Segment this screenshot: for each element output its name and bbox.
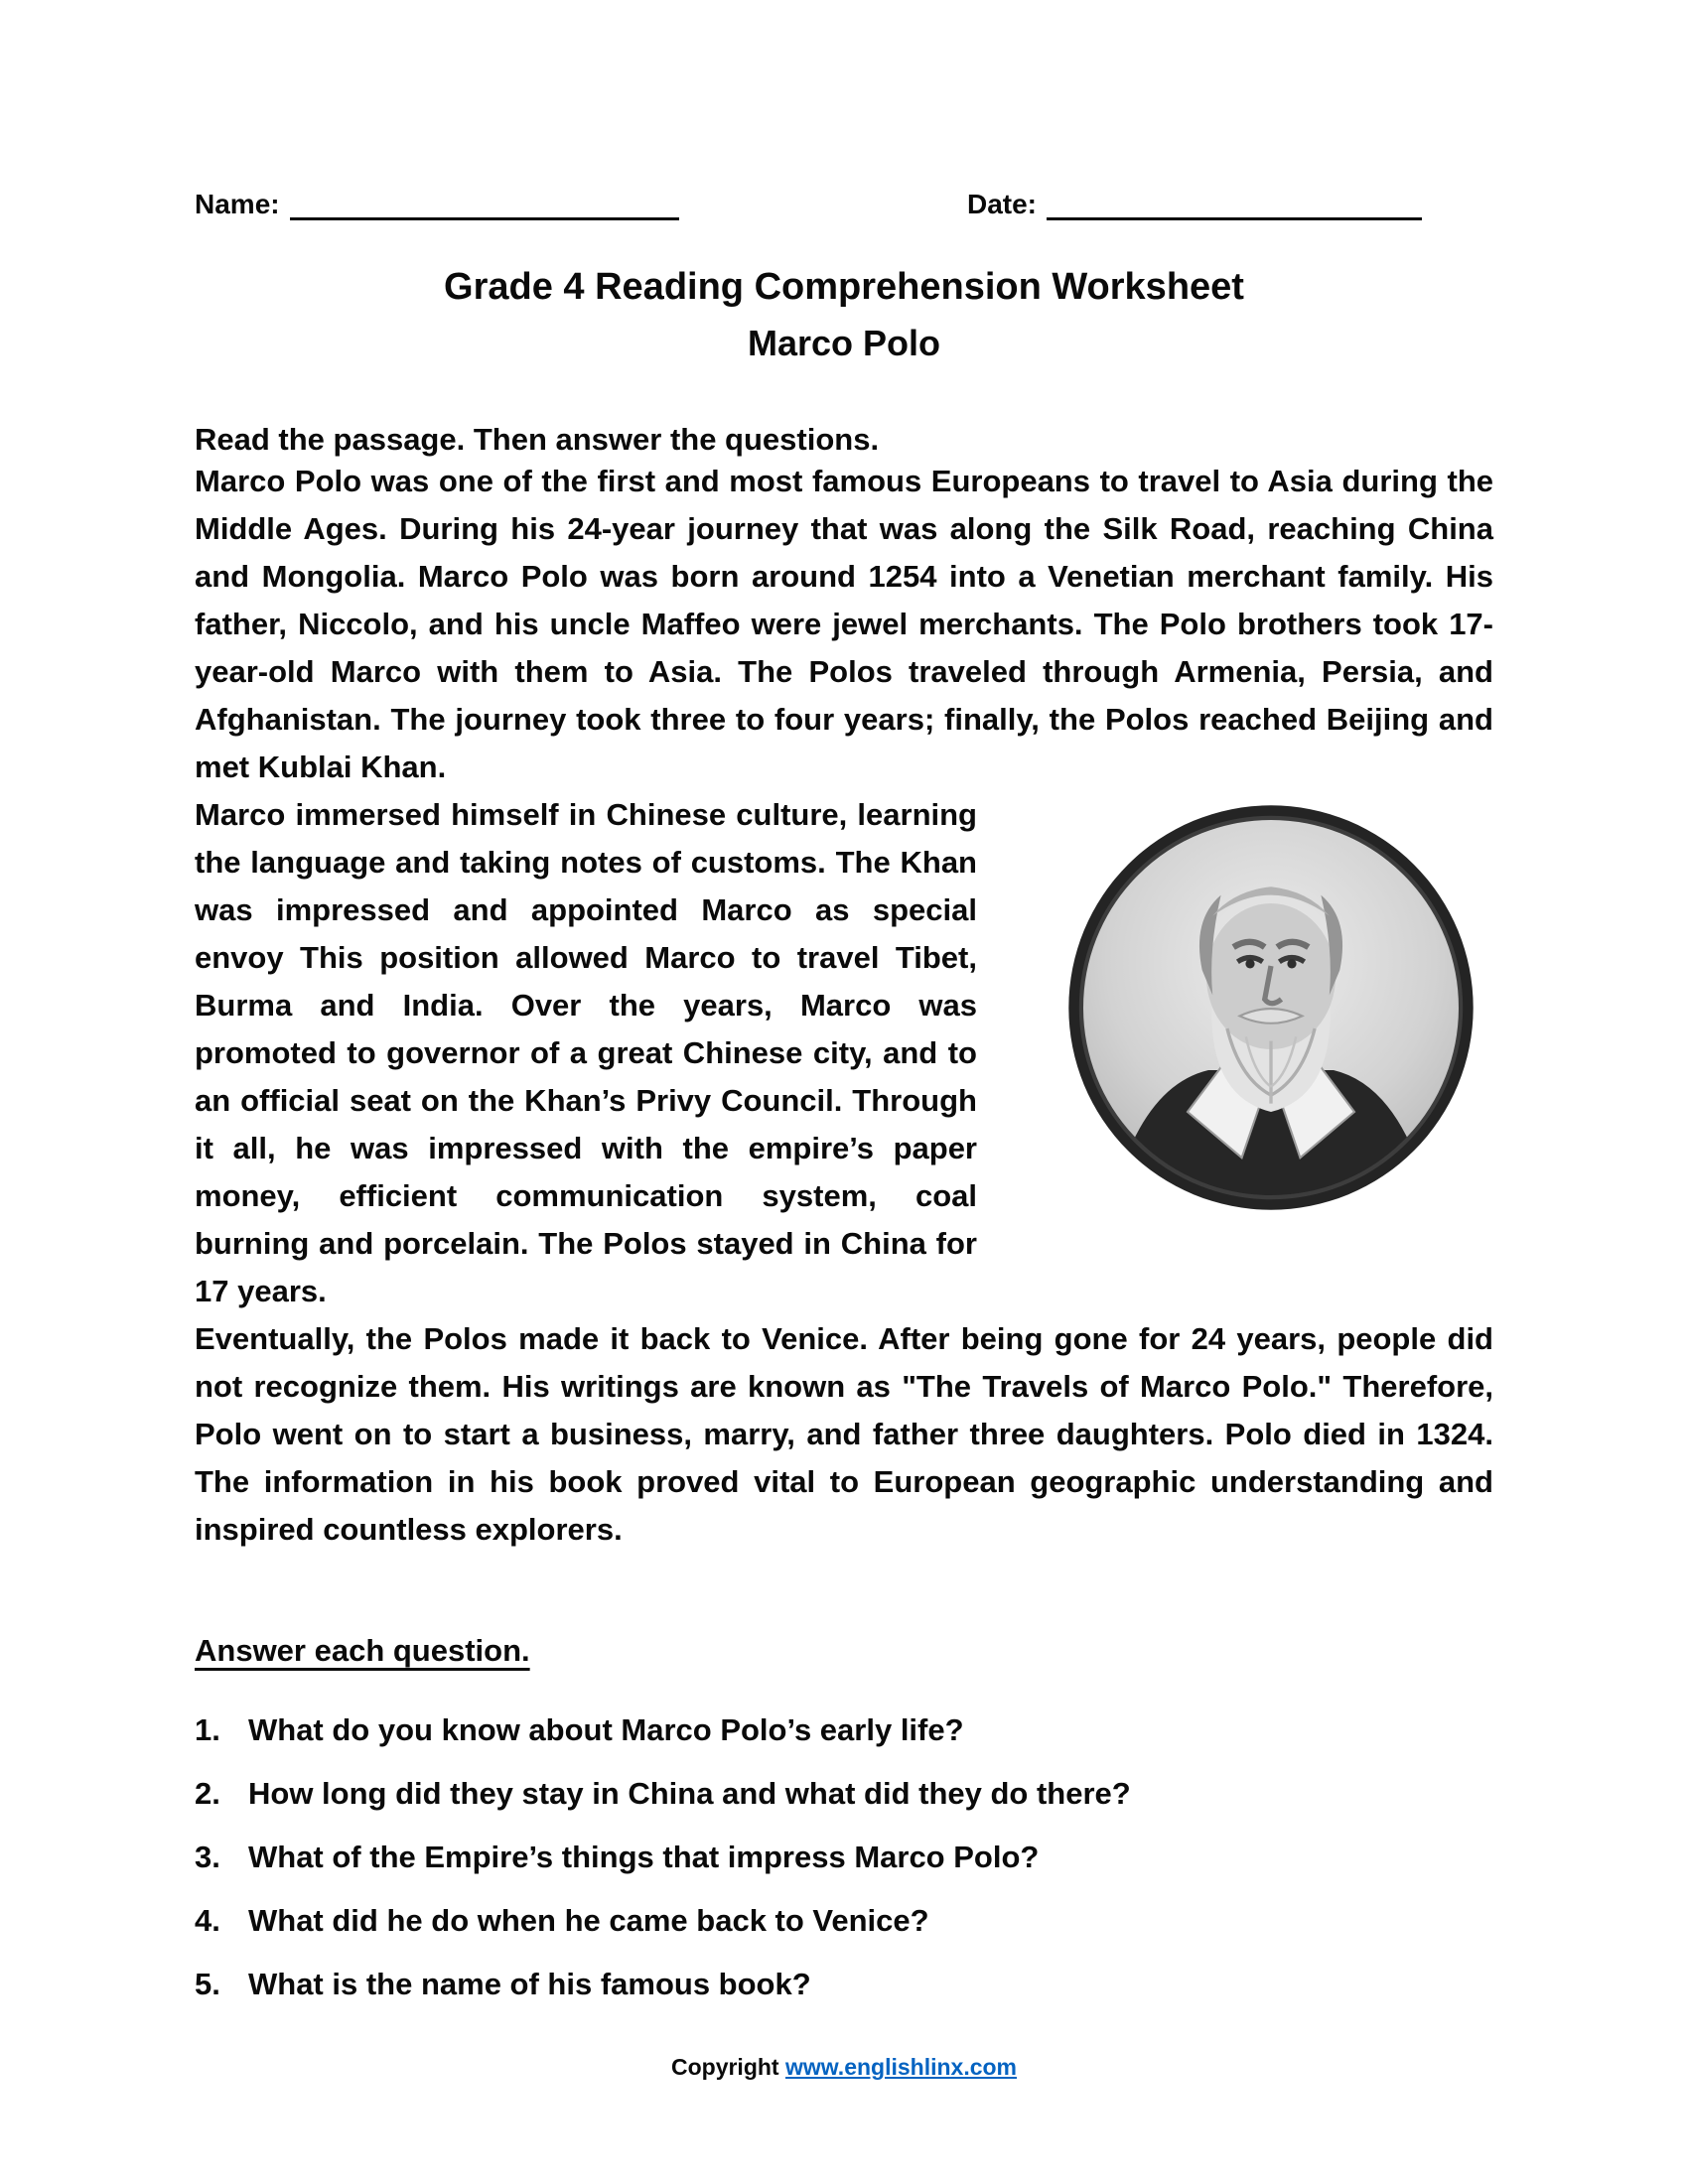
question-number: 3. [195, 1840, 220, 1874]
copyright-footer [195, 2054, 1493, 2081]
question-text: What do you know about Marco Polo’s early life? [248, 1712, 964, 1747]
question-text: How long did they stay in China and what did they do there? [248, 1776, 1131, 1811]
question-text: What of the Empire’s things that impress Marco Polo? [248, 1840, 1040, 1874]
question-text: What is the name of his famous book? [248, 1967, 811, 2001]
worksheet-subtitle: Marco Polo [747, 323, 941, 363]
copyright-link[interactable]: www.englishlinx.com [784, 2054, 1018, 2080]
date-blank-line [1047, 191, 1422, 220]
question-item [195, 1838, 1493, 1877]
date-field [967, 189, 1422, 220]
worksheet-title: Grade 4 Reading Comprehension Worksheet [444, 266, 1244, 308]
question-number: 4. [195, 1903, 220, 1938]
copyright-label: Copyright [670, 2054, 779, 2080]
name-blank-line [290, 191, 679, 220]
passage-paragraph-1: Marco Polo was one of the first and most famous Europeans to travel to Asia during the Middle Ages. During his 24-year journey that was along the Silk Road, reaching China and Mongolia. Marco Polo was born around 1254 into a Venetian merchant family. His father, Niccolo, and his uncle Maffeo were jewel merchants. The Polo brothers took 17-year-old Marco with them to Asia. The Polos traveled through Armenia, Persia, and Afghanistan. The journey took three to four years; finally, the Polos reached Beijing and met Kublai Khan. [195, 464, 1493, 784]
marco-polo-portrait-image [1062, 799, 1479, 1216]
question-text: What did he do when he came back to Venice? [248, 1903, 929, 1938]
name-label: Name: [195, 189, 280, 219]
question-item [195, 1710, 1493, 1750]
passage-paragraph-3: Eventually, the Polos made it back to Venice. After being gone for 24 years, people did not recognize them. His writings are known as "The Travels of Marco Polo." Therefore, Polo went on to start a business, marry, and father three daughters. Polo died in 1324. The information in his book proved vital to European geographic understanding and inspired countless explorers. [195, 1321, 1493, 1547]
date-label: Date: [966, 189, 1037, 219]
question-number: 2. [195, 1776, 220, 1811]
header-row [195, 189, 1493, 220]
passage [195, 458, 1493, 1554]
question-number: 5. [195, 1967, 220, 2001]
question-item [195, 1901, 1493, 1941]
passage-paragraph-2-text: Marco immersed himself in Chinese culture, learning the language and taking notes of customs. The Khan was impressed and appointed Marco as special envoy This position allowed Marco to travel Tibet, Burma and India. Over the years, Marco was promoted to governor of a great Chinese city, and to an official seat on the Khan’s Privy Council. Through it all, he was impressed with the empire’s paper money, efficient communication system, coal burning and porcelain. The Polos stayed in China for 17 years. [195, 797, 977, 1308]
question-list [195, 1710, 1493, 2004]
question-item [195, 1774, 1493, 1814]
instruction-text: Read the passage. Then answer the questions. [195, 422, 880, 457]
answer-heading: Answer each question. [195, 1633, 530, 1668]
name-field [195, 189, 679, 220]
passage-paragraph-2 [195, 791, 1493, 1315]
question-item [195, 1965, 1493, 2004]
question-number: 1. [195, 1712, 220, 1747]
marco-polo-portrait [977, 791, 1493, 1240]
